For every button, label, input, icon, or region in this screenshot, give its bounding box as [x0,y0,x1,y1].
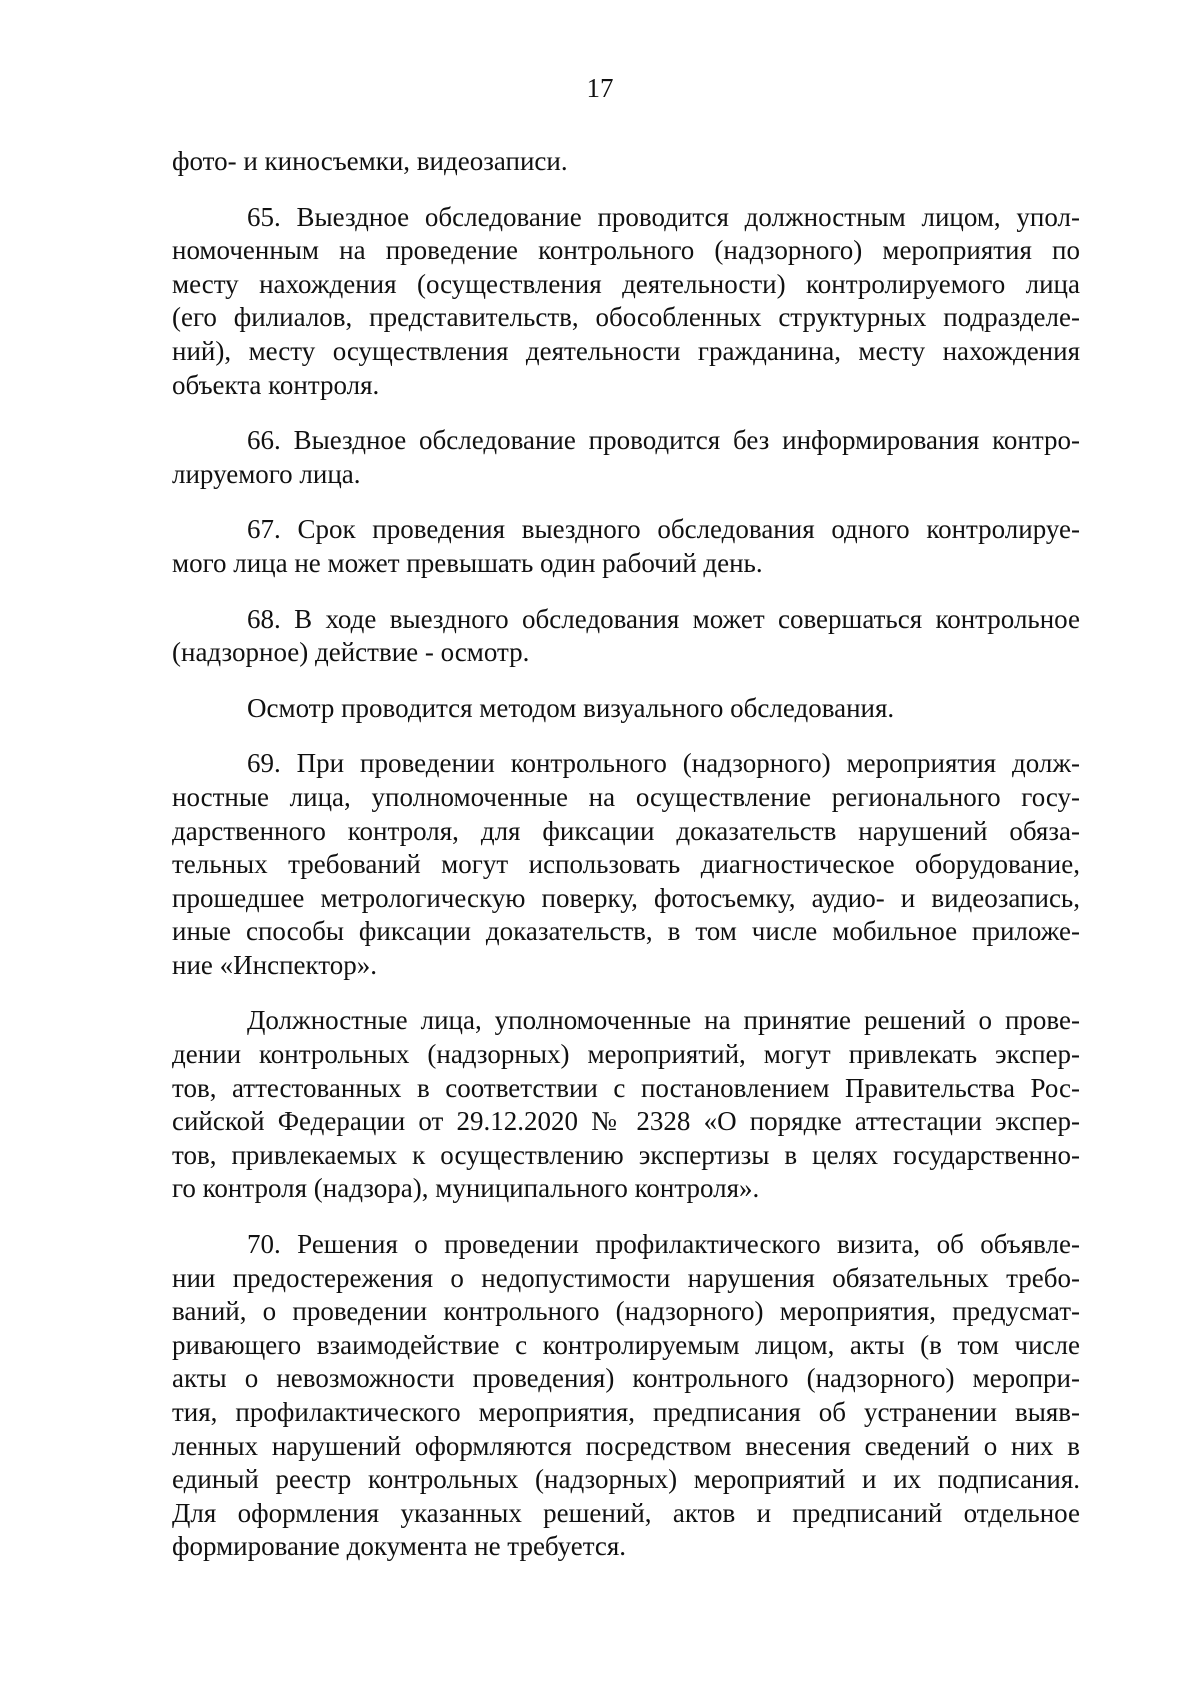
text-line: месту нахождения (осуществления деятельности) контролируемого лица [172,268,1080,299]
paragraph-65 [172,201,1080,403]
text-line: ривающего взаимодействие с контролируемым лицом, акты (в том числе [172,1329,1080,1360]
text-line: сийской Федерации от 29.12.2020 № 2328 «О порядке аттестации экспер- [172,1106,1080,1137]
text-line: нии предостережения о недопустимости нарушения обязательных требо- [172,1262,1080,1293]
text-line: дарственного контроля, для фиксации доказательств нарушений обяза- [172,815,1080,846]
text-line: ний), месту осуществления деятельности гражданина, месту нахождения [172,335,1080,366]
text-line: объекта контроля. [172,369,380,400]
document-body [172,145,1080,1564]
paragraph-69 [172,747,1080,982]
text-line: прошедшее метрологическую поверку, фотосъемку, аудио- и видеозапись, [172,882,1080,913]
text-line: иные способы фиксации доказательств, в том числе мобильное приложе- [172,916,1080,947]
text-line: единый реестр контрольных (надзорных) мероприятий и их подписания. [172,1464,1080,1495]
text-line: Для оформления указанных решений, актов и предписаний отдельное [172,1497,1080,1528]
text-line: Должностные лица, уполномоченные на принятие решений о прове- [247,1005,1080,1036]
text-line: 70. Решения о проведении профилактического визита, об объявле- [247,1229,1080,1260]
text-line: 68. В ходе выездного обследования может совершаться контрольное [247,603,1080,634]
text-line: 65. Выездное обследование проводится должностным лицом, упол- [247,201,1080,232]
text-line: тов, привлекаемых к осуществлению экспертизы в целях государственно- [172,1139,1080,1170]
text-line: лируемого лица. [172,458,361,489]
text-line: акты о невозможности проведения) контрольного (надзорного) меропри- [172,1363,1080,1394]
text-line: Осмотр проводится методом визуального обследования. [247,692,895,723]
text-line: ностные лица, уполномоченные на осуществление регионального госу- [172,781,1080,812]
text-line: 69. При проведении контрольного (надзорного) мероприятия долж- [247,748,1080,779]
text-line: ваний, о проведении контрольного (надзорного) мероприятия, предусмат- [172,1296,1080,1327]
paragraph-67 [172,513,1080,580]
paragraph-inspection [172,692,1080,726]
text-line: ленных нарушений оформляются посредством внесения сведений о них в [172,1430,1080,1461]
paragraph-68 [172,603,1080,670]
text-line: го контроля (надзора), муниципального контроля». [172,1173,760,1204]
text-line: номоченным на проведение контрольного (надзорного) мероприятия по [172,235,1080,266]
text-line: фото- и киносъемки, видеозаписи. [172,146,568,176]
text-line: (его филиалов, представительств, обособленных структурных подразделе- [172,302,1080,333]
text-line: (надзорное) действие - осмотр. [172,637,530,668]
paragraph-experts [172,1004,1080,1206]
text-line: тов, аттестованных в соответствии с постановлением Правительства Рос- [172,1072,1080,1103]
page-number: 17 [586,73,614,103]
text-line: тельных требований могут использовать диагностическое оборудование, [172,849,1080,880]
text-line: ние «Инспектор». [172,949,377,980]
text-line: 67. Срок проведения выездного обследования одного контролируе- [247,514,1080,545]
text-line: тия, профилактического мероприятия, предписания об устранении выяв- [172,1397,1080,1427]
paragraph-70 [172,1228,1080,1564]
text-line: 66. Выездное обследование проводится без информирования контро- [247,425,1080,456]
text-line: формирование документа не требуется. [172,1531,627,1562]
text-line: дении контрольных (надзорных) мероприятий, могут привлекать экспер- [172,1039,1080,1070]
text-line: мого лица не может превышать один рабочий день. [172,547,763,578]
paragraph [172,145,1080,179]
paragraph-66 [172,424,1080,491]
